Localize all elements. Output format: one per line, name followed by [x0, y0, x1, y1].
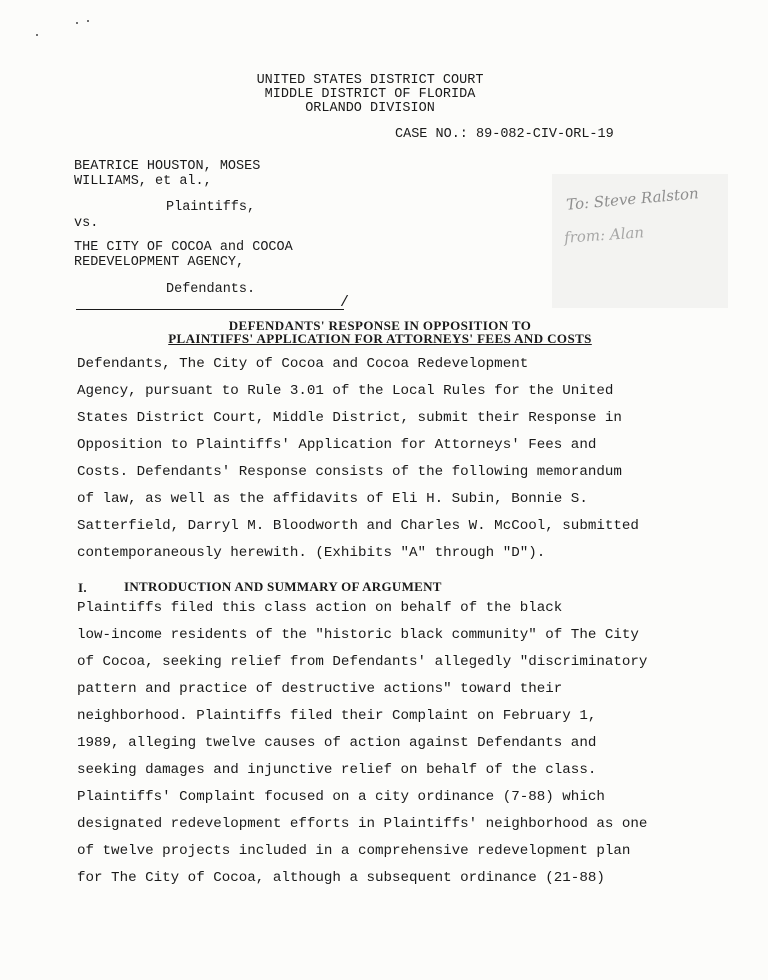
court-name-line: UNITED STATES DISTRICT COURT	[256, 73, 484, 88]
court-division-line: ORLANDO DIVISION	[305, 101, 435, 116]
section-line: neighborhood. Plaintiffs filed their Complaint on February 1,	[77, 708, 597, 724]
intro-line: contemporaneously herewith. (Exhibits "A" through "D").	[77, 545, 546, 561]
section-line: pattern and practice of destructive actions" toward their	[77, 681, 563, 697]
intro-line: Costs. Defendants' Response consists of the following memorandum	[77, 464, 622, 480]
intro-line: Agency, pursuant to Rule 3.01 of the Local Rules for the United	[77, 383, 614, 399]
handwritten-note-line-1: To: Steve Ralston	[565, 184, 700, 214]
intro-line: Satterfield, Darryl M. Bloodworth and Charles W. McCool, submitted	[77, 518, 639, 534]
section-title: INTRODUCTION AND SUMMARY OF ARGUMENT	[124, 579, 442, 594]
defendants-names-1: THE CITY OF COCOA and COCOA	[74, 240, 293, 255]
scan-speck	[76, 22, 78, 24]
section-line: low-income residents of the "historic black community" of The City	[77, 627, 639, 643]
handwritten-note	[552, 174, 728, 308]
handwritten-note-line-2: from: Alan	[563, 223, 645, 247]
section-line: seeking damages and injunctive relief on behalf of the class.	[77, 762, 597, 778]
section-line: for The City of Cocoa, although a subsequent ordinance (21-88)	[77, 870, 605, 886]
section-line: designated redevelopment efforts in Plaintiffs' neighborhood as one	[77, 816, 648, 832]
defendants-names-2: REDEVELOPMENT AGENCY,	[74, 255, 245, 270]
scan-speck	[87, 20, 89, 22]
intro-line: Opposition to Plaintiffs' Application for Attorneys' Fees and	[77, 437, 597, 453]
document-title-line-2: PLAINTIFFS' APPLICATION FOR ATTORNEYS' FEES AND COSTS	[168, 331, 592, 346]
intro-line: Defendants, The City of Cocoa and Cocoa Redevelopment	[77, 356, 529, 372]
court-caption	[150, 74, 590, 116]
case-number: CASE NO.: 89-082-CIV-ORL-19	[395, 127, 614, 142]
document-title-line-1: DEFENDANTS' RESPONSE IN OPPOSITION TO	[228, 318, 532, 333]
section-line: of twelve projects included in a comprehensive redevelopment plan	[77, 843, 631, 859]
plaintiffs-names-2: WILLIAMS, et al.,	[74, 174, 212, 189]
caption-rule	[76, 309, 344, 310]
intro-line: States District Court, Middle District, submit their Response in	[77, 410, 622, 426]
defendants-role: Defendants.	[166, 282, 256, 297]
plaintiffs-role: Plaintiffs,	[166, 200, 256, 215]
section-line: Plaintiffs' Complaint focused on a city ordinance (7-88) which	[77, 789, 605, 805]
scan-speck	[36, 34, 38, 36]
section-number: I.	[78, 580, 87, 595]
caption-rule-slash: /	[340, 294, 350, 311]
section-line: Plaintiffs filed this class action on behalf of the black	[77, 600, 563, 616]
plaintiffs-names-1: BEATRICE HOUSTON, MOSES	[74, 159, 261, 174]
section-line: of Cocoa, seeking relief from Defendants' allegedly "discriminatory	[77, 654, 648, 670]
intro-line: of law, as well as the affidavits of Eli H. Subin, Bonnie S.	[77, 491, 588, 507]
section-line: 1989, alleging twelve causes of action against Defendants and	[77, 735, 597, 751]
court-district-line: MIDDLE DISTRICT OF FLORIDA	[264, 87, 476, 102]
versus-label: vs.	[74, 216, 99, 231]
